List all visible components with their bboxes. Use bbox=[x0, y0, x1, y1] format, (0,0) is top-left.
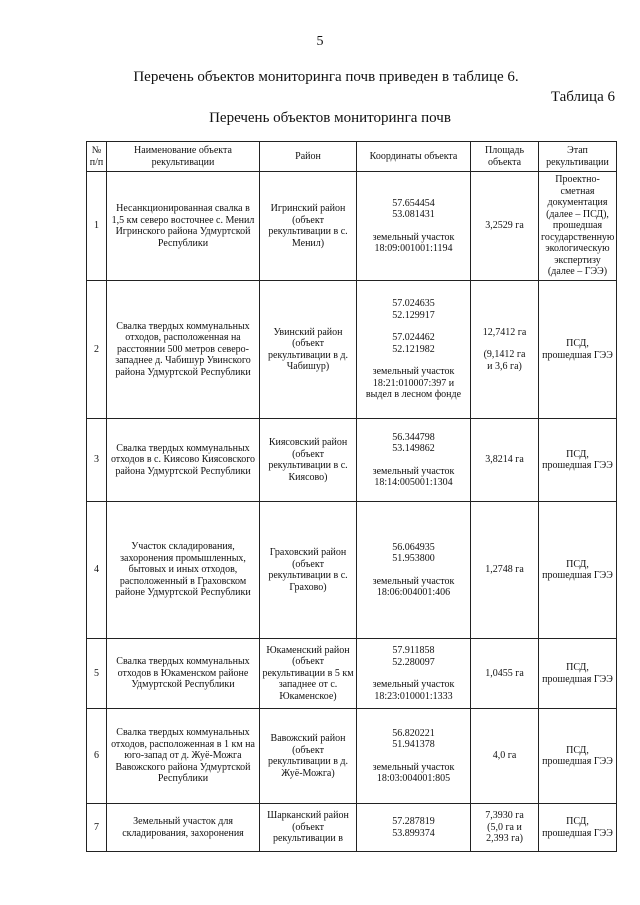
page-number: 5 bbox=[316, 34, 324, 49]
cell-stage: ПСД, прошедшая ГЭЭ bbox=[539, 709, 617, 804]
cell-district: Игринский район (объект рекультивации в с. Менил) bbox=[260, 172, 357, 281]
cell-num: 7 bbox=[87, 804, 107, 852]
coordinate-line: 51.953800 bbox=[392, 553, 435, 564]
coordinate-line: 52.280097 bbox=[392, 656, 435, 668]
coordinate-line: 57.911858 bbox=[392, 645, 435, 656]
table-row bbox=[87, 502, 617, 639]
cell-coords bbox=[357, 804, 471, 852]
area-line: 4,0 га bbox=[492, 750, 517, 762]
table-row bbox=[87, 639, 617, 709]
cell-num: 6 bbox=[87, 709, 107, 804]
coordinate-line: 56.344798 bbox=[392, 431, 435, 443]
table-title: Перечень объектов мониторинга почв bbox=[209, 110, 451, 126]
coordinate-line: 57.024635 bbox=[392, 298, 435, 310]
cell-district: Увинский район (объект рекультивации в д. Чабишур) bbox=[260, 281, 357, 419]
cell-coords bbox=[357, 419, 471, 502]
cell-name: Участок складирования, захоронения промышленных, бытовых и иных отходов, расположенный в Граховском районе Удмуртской Республики bbox=[107, 502, 260, 639]
cell-name: Свалка твердых коммунальных отходов в Юкаменском районе Удмуртской Республики bbox=[107, 639, 260, 709]
cell-stage: ПСД, прошедшая ГЭЭ bbox=[539, 639, 617, 709]
soil-monitoring-table bbox=[86, 141, 617, 852]
cell-district: Шарканский район (объект рекультивации в bbox=[260, 804, 357, 852]
intro-sentence: Перечень объектов мониторинга почв приведен в таблице 6. bbox=[133, 69, 519, 85]
cell-stage: ПСД, прошедшая ГЭЭ bbox=[539, 502, 617, 639]
cell-coords bbox=[357, 281, 471, 419]
cadastral-parcel: земельный участок 18:23:010001:1333 bbox=[372, 679, 455, 702]
area-line: 1,2748 га bbox=[485, 564, 524, 576]
cell-coords bbox=[357, 502, 471, 639]
cadastral-parcel: земельный участок 18:09:001001:1194 bbox=[372, 231, 455, 254]
cell-area bbox=[471, 419, 539, 502]
coordinate-line: 51.941378 bbox=[392, 739, 435, 750]
cell-coords bbox=[357, 172, 471, 281]
cell-stage: ПСД, прошедшая ГЭЭ bbox=[539, 281, 617, 419]
cell-num: 4 bbox=[87, 502, 107, 639]
coordinate-line: 52.121982 bbox=[392, 343, 435, 355]
area-line: 1,0455 га bbox=[485, 667, 524, 679]
cadastral-parcel: земельный участок 18:03:004001:805 bbox=[372, 761, 455, 784]
area-line: 2,393 га) bbox=[486, 833, 523, 845]
coordinate-line: 57.287819 bbox=[392, 816, 435, 827]
cell-area bbox=[471, 804, 539, 852]
coordinate-line: 53.149862 bbox=[392, 443, 435, 454]
cell-district: Киясовский район (объект рекультивации в с. Киясово) bbox=[260, 419, 357, 502]
area-line: 3,8214 га bbox=[485, 454, 524, 466]
cell-num: 1 bbox=[87, 172, 107, 281]
header-name: Наименование объекта рекультивации bbox=[107, 142, 260, 172]
cell-coords bbox=[357, 709, 471, 804]
cell-district: Вавожский район (объект рекультивации в д. Жуё-Можга) bbox=[260, 709, 357, 804]
cell-stage: Проектно-сметная документация (далее – ПСД), прошедшая государственную экологическую экспертизу (далее – ГЭЭ) bbox=[539, 172, 617, 281]
cell-area bbox=[471, 639, 539, 709]
area-line: (5,0 га и bbox=[487, 821, 522, 833]
cadastral-parcel: земельный участок 18:14:005001:1304 bbox=[372, 465, 455, 488]
table-header-row bbox=[87, 142, 617, 172]
cell-name: Свалка твердых коммунальных отходов, расположенная на расстоянии 500 метров северо-западнее д. Чабишур Увинского района Удмуртской Республики bbox=[107, 281, 260, 419]
table-body bbox=[87, 172, 617, 852]
cell-name: Свалка твердых коммунальных отходов, расположенная в 1 км на юго-запад от д. Жуё-Можга Вавожского района Удмуртской Республики bbox=[107, 709, 260, 804]
cell-coords bbox=[357, 639, 471, 709]
cell-num: 3 bbox=[87, 419, 107, 502]
cell-name: Земельный участок для складирования, захоронения bbox=[107, 804, 260, 852]
header-stage: Этап рекультивации bbox=[539, 142, 617, 172]
cell-name: Несанкционированная свалка в 1,5 км северо восточнее с. Менил Игринского района Удмуртской Республики bbox=[107, 172, 260, 281]
table-row bbox=[87, 281, 617, 419]
table-row bbox=[87, 804, 617, 852]
coordinate-line: 57.654454 bbox=[392, 197, 435, 209]
coordinate-line: 52.129917 bbox=[392, 309, 435, 321]
cell-area bbox=[471, 502, 539, 639]
coordinate-line: 56.820221 bbox=[392, 727, 435, 739]
header-num: № п/п bbox=[87, 142, 107, 172]
header-coords: Координаты объекта bbox=[357, 142, 471, 172]
coordinate-line: 53.081431 bbox=[392, 209, 435, 220]
cell-stage: ПСД, прошедшая ГЭЭ bbox=[539, 419, 617, 502]
table-label: Таблица 6 bbox=[550, 89, 615, 105]
coordinate-line: 53.899374 bbox=[392, 827, 435, 839]
cell-num: 5 bbox=[87, 639, 107, 709]
cell-stage: ПСД, прошедшая ГЭЭ bbox=[539, 804, 617, 852]
cadastral-parcel: земельный участок 18:06:004001:406 bbox=[372, 575, 455, 598]
cell-district: Граховский район (объект рекультивации в с. Грахово) bbox=[260, 502, 357, 639]
table-row bbox=[87, 172, 617, 281]
cell-district: Юкаменский район (объект рекультивации в 5 км западнее от с. Юкаменское) bbox=[260, 639, 357, 709]
coordinate-line: 57.024462 bbox=[392, 332, 435, 344]
area-line: 12,7412 га bbox=[482, 326, 527, 338]
area-line: и 3,6 га) bbox=[487, 360, 522, 372]
cell-num: 2 bbox=[87, 281, 107, 419]
area-line: (9,1412 га bbox=[483, 349, 526, 361]
area-line bbox=[473, 338, 536, 349]
cell-area bbox=[471, 172, 539, 281]
cell-area bbox=[471, 709, 539, 804]
area-line: 3,2529 га bbox=[485, 220, 524, 232]
table-row bbox=[87, 709, 617, 804]
header-area: Площадь объекта bbox=[471, 142, 539, 172]
cell-area bbox=[471, 281, 539, 419]
coordinate-line: 56.064935 bbox=[392, 541, 435, 553]
table-row bbox=[87, 419, 617, 502]
cell-name: Свалка твердых коммунальных отходов в с. Киясово Киясовского района Удмуртской Республики bbox=[107, 419, 260, 502]
cadastral-parcel: земельный участок 18:21:010007:397 и выдел в лесном фонде bbox=[365, 366, 462, 401]
area-line: 7,3930 га bbox=[485, 810, 524, 822]
header-district: Район bbox=[260, 142, 357, 172]
